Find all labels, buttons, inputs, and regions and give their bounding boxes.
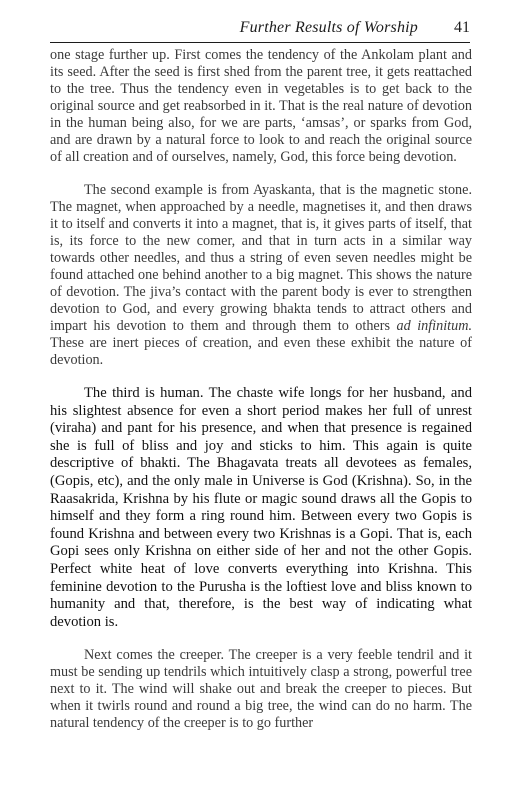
latin-emphasis: ad infinitum. [396, 318, 472, 334]
page-number: 41 [454, 19, 470, 36]
paragraph-ayaskanta-text-end: These are inert pieces of creation, and even these exhibit the nature of devotion. [50, 335, 472, 368]
running-title: Further Results of Worship [239, 19, 418, 36]
page-header [50, 18, 470, 43]
paragraph-ankolam: one stage further up. First comes the tendency of the Ankolam plant and its seed. After the seed is first shed from the parent tree, it gets reattached to the tree. Thus the tendency even in vegetables is to get back to the original source and get reabsorbed in it. That is the real nature of devotion in the human being also, for we are parts, ‘amsas’, or sparks from God, and are drawn by a natural force to look to and reach the original source of all creation and of ourselves, namely, God, this force being devotion. [50, 47, 472, 165]
paragraph-human: The third is human. The chaste wife longs for her husband, and his slightest absence for even a short period makes her full of unrest (viraha) and pant for his presence, and when that presence is regained she is full of bliss and joy and sticks to him. This again is quite descriptive of bhakti. The Bhagavata treats all devotees as females, (Gopis, etc), and the only male in Universe is God (Krishna). So, in the Raasakrida, Krishna by his flute or magic sound draws all the Gopis to himself and they form a ring round him. Between every two Gopis is found Krishna and between every two Krishnas is a Gopi. That is, each Gopi sees only Krishna on either side of her and not the other Gopis. Perfect white heat of love converts everything into Krishna. This feminine devotion to the Purusha is the loftiest love and bliss known to humanity and that, therefore, is the best way of indicating what devotion is. [50, 385, 472, 630]
body-text [50, 47, 472, 748]
paragraph-ayaskanta-text: The second example is from Ayaskanta, that is the magnetic stone. The magnet, when approached by a needle, magnetises it, and then draws it to itself and converts it into a magnet, that is, it gives parts of itself, that is, its force to the new comer, and that in turn acts in a similar way towards other needles, and thus a string of even seven needles might be found attached one behind another to a big magnet. This shows the nature of devotion. The jiva’s contact with the parent body is ever to strengthen devotion to God, and every growing bhakta tends to attract others and impart his devotion to them and through them to others [50, 182, 472, 334]
paragraph-ayaskanta [50, 182, 472, 369]
paragraph-creeper: Next comes the creeper. The creeper is a very feeble tendril and it must be sending up tendrils which intuitively clasp a strong, powerful tree next to it. The wind will shake out and break the creeper to pieces. But when it twirls round and round a big tree, the wind can do no harm. The natural tendency of the creeper is to go further [50, 647, 472, 732]
